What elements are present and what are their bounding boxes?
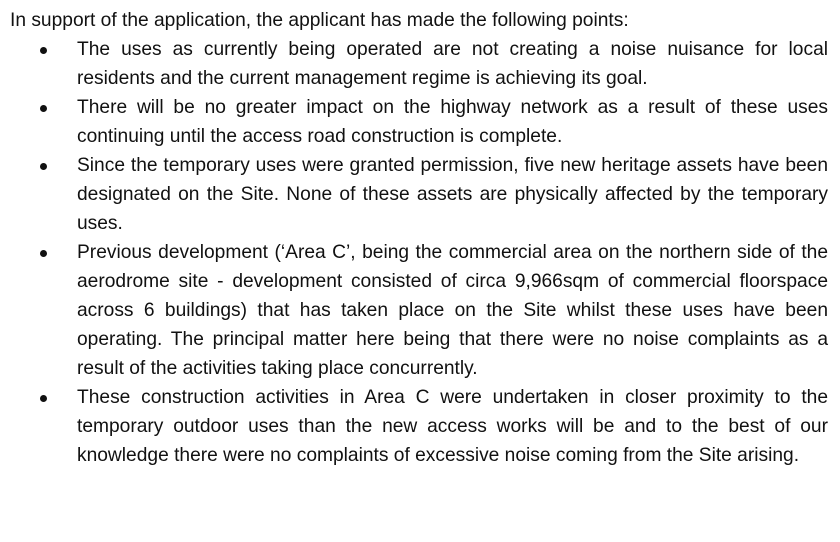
- list-item: [10, 93, 830, 151]
- list-item: [10, 35, 830, 93]
- intro-paragraph: In support of the application, the applicant has made the following points:: [10, 10, 629, 31]
- point-text: There will be no greater impact on the highway network as a result of these uses continuing until the access road construction is complete.: [77, 97, 828, 147]
- point-text: The uses as currently being operated are not creating a noise nuisance for local residents and the current management regime is achieving its goal.: [77, 39, 828, 89]
- point-text: Since the temporary uses were granted permission, five new heritage assets have been designated on the Site. None of these assets are physically affected by the temporary uses.: [77, 155, 828, 234]
- list-item: [10, 383, 830, 470]
- list-item: [10, 238, 830, 383]
- list-item: [10, 151, 830, 238]
- bullet-icon: [40, 250, 47, 257]
- point-text: These construction activities in Area C were undertaken in closer proximity to the temporary outdoor uses than the new access works will be and to the best of our knowledge there were no complaints of excessive noise coming from the Site arising.: [77, 387, 828, 466]
- bullet-icon: [40, 47, 47, 54]
- point-text: Previous development (‘Area C’, being the commercial area on the northern side of the aerodrome site - development consisted of circa 9,966sqm of commercial floorspace across 6 buildings) that has taken place on the Site whilst these uses have been operating. The principal matter here being that there were no noise complaints as a result of the activities taking place concurrently.: [77, 242, 828, 379]
- points-list: [10, 35, 830, 470]
- bullet-icon: [40, 163, 47, 170]
- bullet-icon: [40, 105, 47, 112]
- bullet-icon: [40, 395, 47, 402]
